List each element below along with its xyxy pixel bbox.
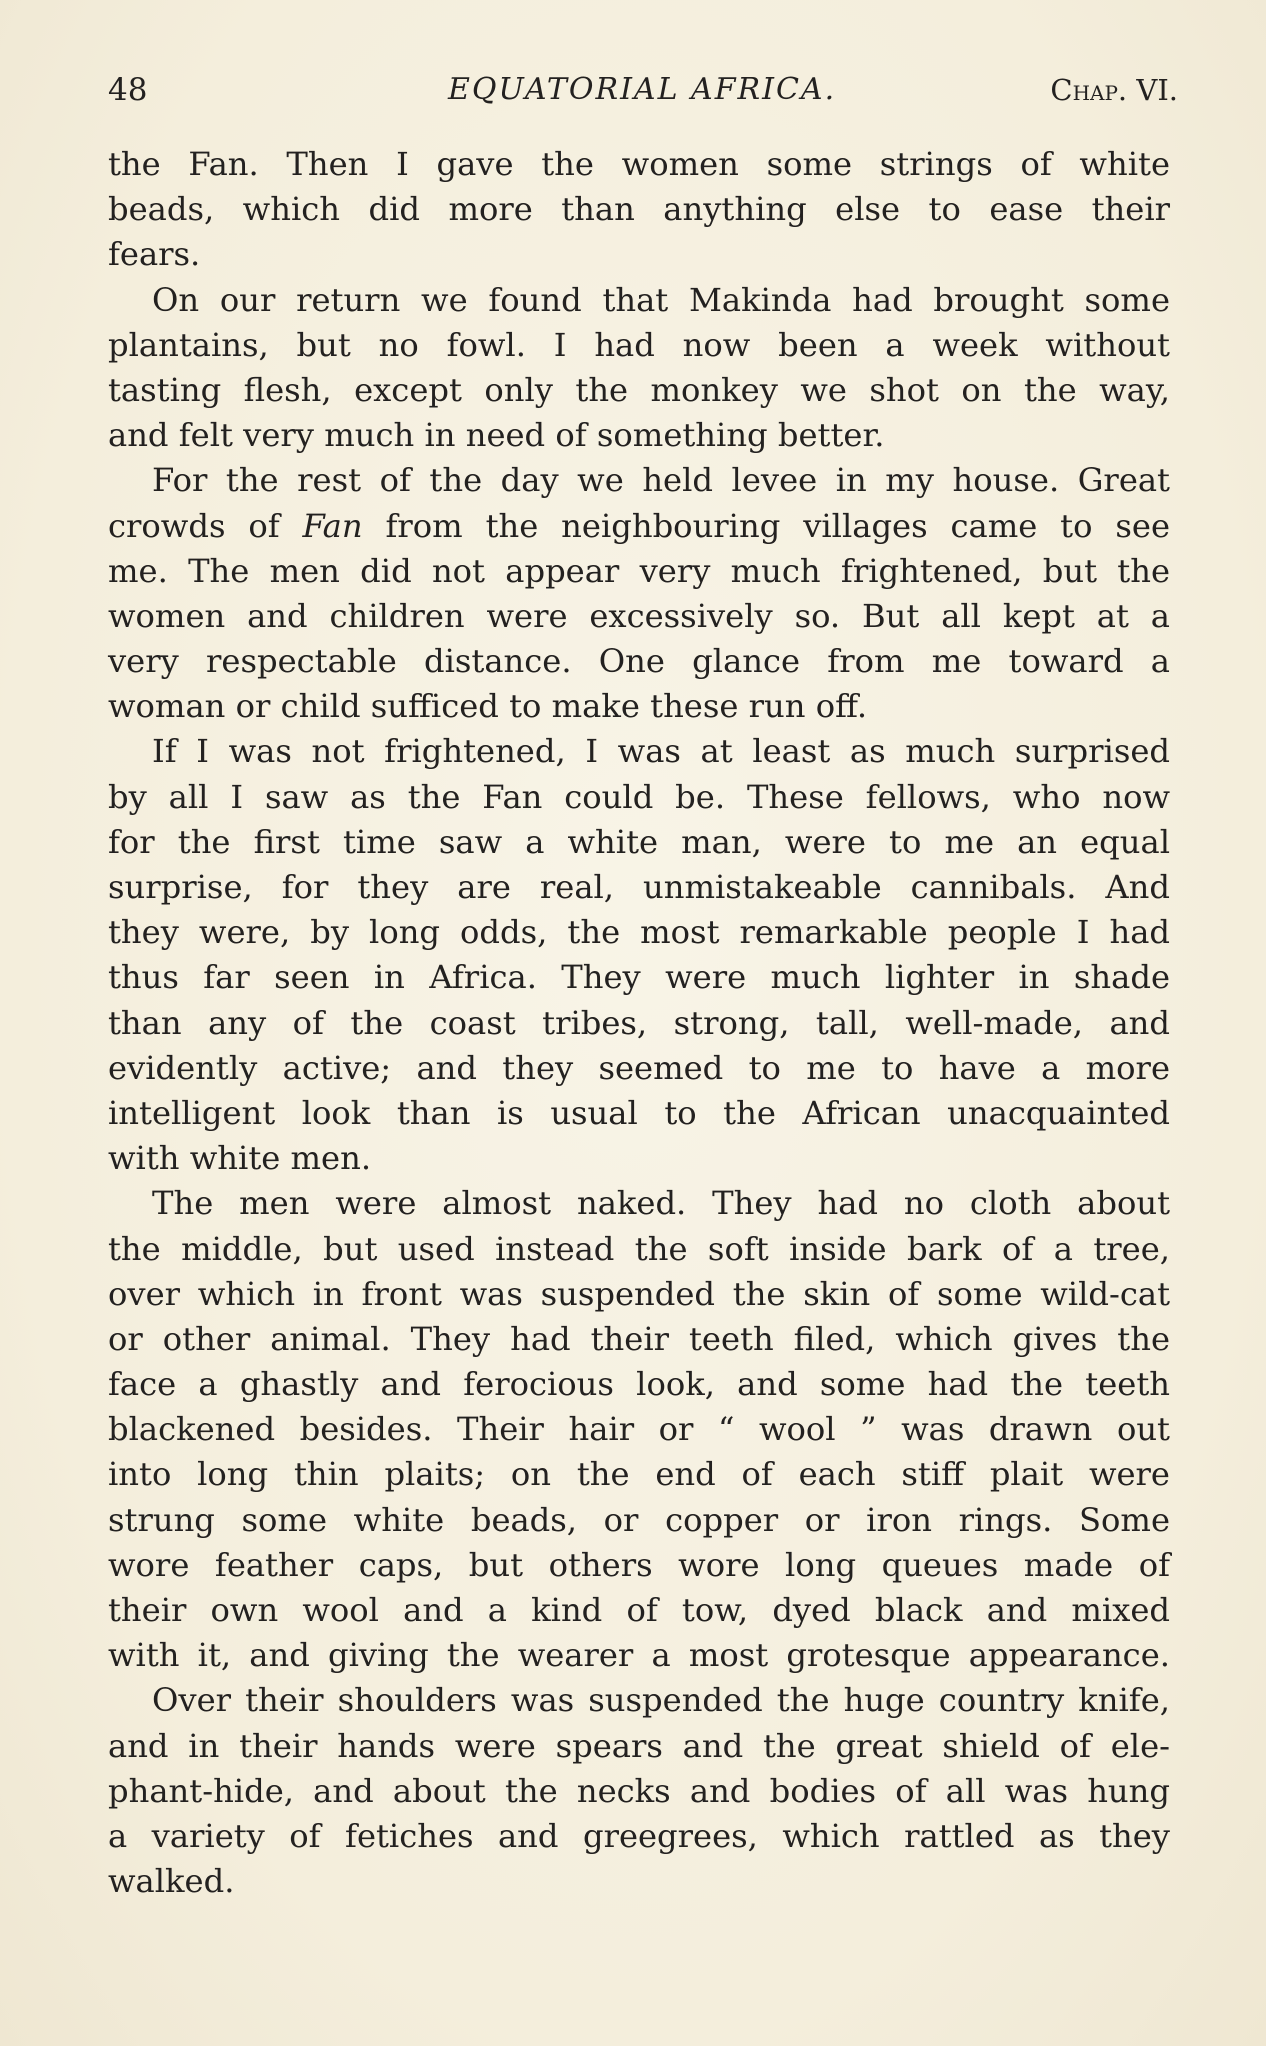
text-line: than any of the coast tribes, strong, tall, well-made, and xyxy=(108,1003,1170,1042)
text-line: they were, by long odds, the most remarkable people I had xyxy=(108,913,1170,952)
running-title: EQUATORIAL AFRICA. xyxy=(448,72,837,107)
text-line: the middle, but used instead the soft inside bark of a tree, xyxy=(108,1229,1170,1268)
text-line: On our return we found that Makinda had brought some xyxy=(152,280,1170,319)
text-line: for the first time saw a white man, were to me an equal xyxy=(108,822,1170,861)
text-line: very respectable distance. One glance from me toward a xyxy=(108,642,1170,681)
text-line: If I was not frightened, I was at least as much surprised xyxy=(152,732,1170,771)
text-line: walked. xyxy=(108,1862,235,1901)
page-header xyxy=(108,70,1178,110)
chapter-reference: Chap. VI. xyxy=(1050,73,1178,107)
text-line: by all I saw as the Fan could be. These fellows, who now xyxy=(108,777,1170,816)
text-line: and felt very much in need of something better. xyxy=(108,416,885,455)
text-line: with it, and giving the wearer a most grotesque appearance. xyxy=(108,1636,1170,1675)
text-line: phant-hide, and about the necks and bodies of all was hung xyxy=(108,1771,1170,1810)
text-line: women and children were excessively so. But all kept at a xyxy=(108,596,1170,635)
text-line: evidently active; and they seemed to me to have a more xyxy=(108,1048,1170,1087)
text-segment: crowds of xyxy=(108,506,303,545)
text-line: surprise, for they are real, unmistakeable cannibals. And xyxy=(108,868,1170,906)
text-segment: from the neighbouring villages came to see xyxy=(362,506,1170,545)
text-line: me. The men did not appear very much frightened, but the xyxy=(108,551,1170,590)
text-line: strung some white beads, or copper or iron rings. Some xyxy=(108,1500,1170,1539)
text-line: For the rest of the day we held levee in my house. Great xyxy=(152,461,1170,500)
text-line: or other animal. They had their teeth filed, which gives the xyxy=(108,1319,1170,1358)
text-line: face a ghastly and ferocious look, and some had the teeth xyxy=(108,1365,1170,1404)
text-line: wore feather caps, but others wore long queues made of xyxy=(108,1545,1170,1584)
text-line: over which in front was suspended the skin of some wild-cat xyxy=(108,1274,1170,1313)
italic-term: Fan xyxy=(302,506,363,545)
body-text xyxy=(108,142,1170,1904)
text-line: and in their hands were spears and the great shield of ele- xyxy=(108,1726,1170,1765)
text-line: into long thin plaits; on the end of each stiff plait were xyxy=(108,1455,1170,1494)
text-line: Over their shoulders was suspended the huge country knife, xyxy=(152,1681,1170,1720)
text-line xyxy=(108,504,1170,549)
text-line: their own wool and a kind of tow, dyed black and mixed xyxy=(108,1591,1170,1629)
text-line: intelligent look than is usual to the African unacquainted xyxy=(108,1093,1170,1132)
text-line: thus far seen in Africa. They were much lighter in shade xyxy=(108,958,1170,997)
text-line: plantains, but no fowl. I had now been a week without xyxy=(108,325,1170,364)
text-line: a variety of fetiches and greegrees, which rattled as they xyxy=(108,1816,1170,1855)
text-line: fears. xyxy=(108,235,201,274)
text-line: woman or child sufficed to make these run off. xyxy=(108,687,868,726)
text-line: beads, which did more than anything else to ease their xyxy=(108,190,1170,229)
page-number: 48 xyxy=(108,72,148,108)
text-line: the Fan. Then I gave the women some strings of white xyxy=(108,145,1170,183)
text-line: tasting flesh, except only the monkey we shot on the way, xyxy=(108,370,1170,409)
text-line: The men were almost naked. They had no cloth about xyxy=(152,1184,1170,1223)
text-line: with white men. xyxy=(108,1139,372,1178)
text-line: blackened besides. Their hair or “ wool ” was drawn out xyxy=(108,1410,1170,1449)
